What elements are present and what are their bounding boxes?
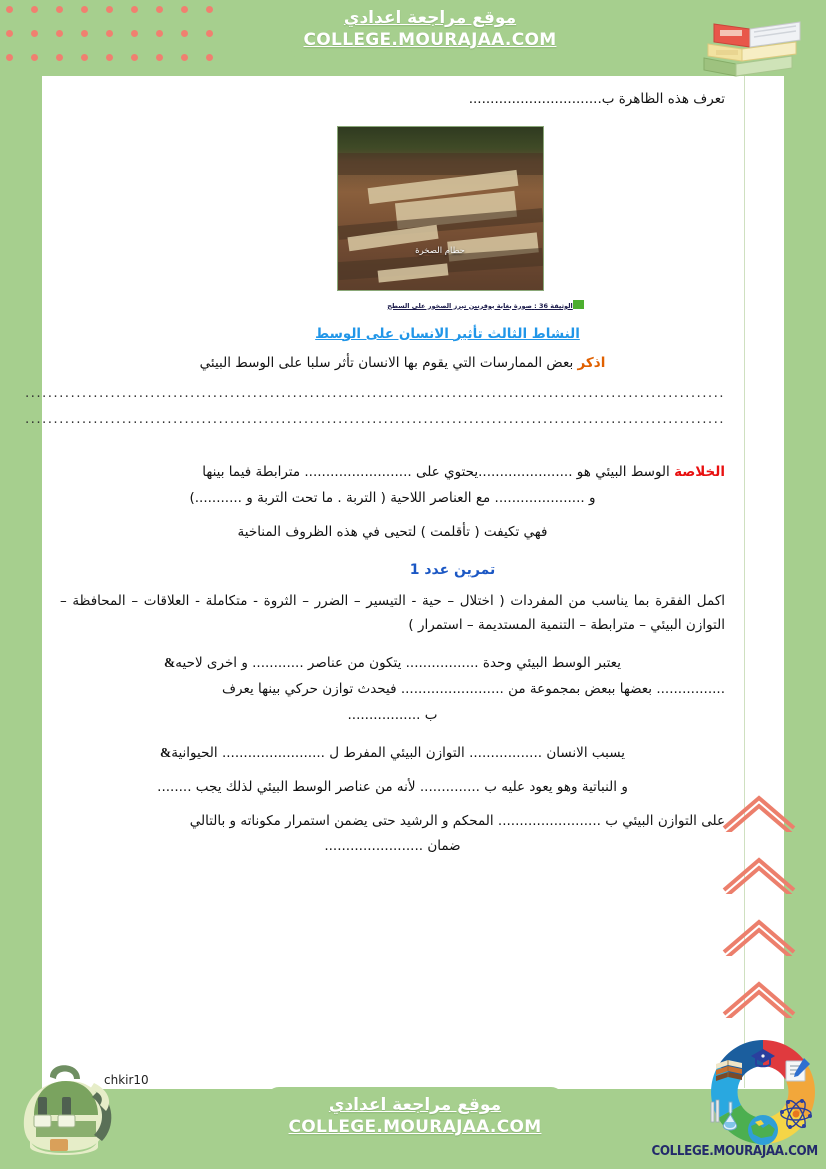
exercise-heading: تمرين عدد 1 [409,562,496,579]
intro-line: تعرف هذه الظاهرة ب............................... [468,91,725,107]
item-2-line-4[interactable]: ضمان ....................... [324,838,461,855]
question-text: بعض الممارسات التي يقوم بها الانسان تأثر سلبا على الوسط البيئي [199,354,578,371]
item-1-bullet: & [164,655,176,671]
summary-label: الخلاصة [674,464,725,481]
figure-caption [155,300,725,310]
exercise-item [60,741,725,859]
exercise-item [60,651,725,727]
decorative-dot [181,30,188,37]
decorative-dot [156,30,163,37]
answer-line-2[interactable]: ........................................................................................................................... [24,411,725,428]
item-2-bullet: & [159,745,172,761]
decorative-dot [81,54,88,61]
worksheet-content [24,76,725,861]
header-site-url: COLLEGE.MOURAJAA.COM [303,30,557,50]
decorative-dot [6,6,13,13]
decorative-dot [106,54,113,61]
caption-number: الوثيقة 36 : [534,301,573,310]
decorative-dot [106,30,113,37]
decorative-dot [131,6,138,13]
header-banner [290,0,570,60]
activity-heading: النشاط الثالث تأثير الانسان على الوسط [315,325,580,342]
rock-outcrop-photo [337,126,544,291]
caption-text: صورة بغابة بوقرنين تبرز الصخور على السطح [387,301,532,310]
decorative-dot [206,30,213,37]
summary-line-3: فهي تكيفت ( تأقلمت ) لتحيى في هذه الظروف المناخية [237,523,548,540]
decorative-dot [81,6,88,13]
left-green-band [0,0,42,1169]
decorative-dot [6,30,13,37]
decorative-dot [156,54,163,61]
item-1-text: يعتبر الوسط البيئي وحدة ................. يتكون من عناصر ............ و اخرى لاحيه [175,655,621,672]
watermark-text: chkir10 [104,1073,149,1087]
chevron-up-icon [720,916,798,956]
question-line [60,352,725,376]
decorative-dot [56,30,63,37]
header-site-name-ar: موقع مراجعة اعدادي [343,8,517,28]
decorative-dot [156,6,163,13]
decorative-dot [131,54,138,61]
footer-banner [265,1087,565,1147]
dotted-pattern-decoration [0,0,232,64]
decorative-dot [31,54,38,61]
answer-line-1[interactable]: ........................................................................................................................... [24,385,725,402]
decorative-dot [56,54,63,61]
item-1-line-1 [60,651,725,676]
chevron-up-icon [720,792,798,832]
footer-site-name-ar: موقع مراجعة اعدادي [328,1095,502,1115]
decorative-dot [206,54,213,61]
figure-photo-label: حطام الصخرة [415,245,465,256]
item-1-line-2[interactable]: ................ بعضها ببعض بمجموعة من ........................ فيحدث توازن حركي بينها يعرف [222,681,725,697]
item-2-line-1 [60,741,725,766]
item-2-text: يسبب الانسان ................. التوازن البيئي المفرط ل ........................ الحيوانية [171,745,626,762]
item-1-line-3[interactable]: ب ................. [347,706,438,723]
decorative-dot [56,6,63,13]
chevron-up-icon [720,854,798,894]
footer-site-url: COLLEGE.MOURAJAA.COM [288,1117,542,1137]
caption-color-swatch [573,300,584,309]
decorative-dot [131,30,138,37]
item-2-line-3[interactable]: على التوازن البيئي ب ........................ المحكم و الرشيد حتى يضمن استمرار مكوناته و بالتالي [189,812,725,829]
education-ring-icon [704,1033,822,1151]
item-2-line-2[interactable]: و النباتية وهو يعود عليه ب .............. لأنه من عناصر الوسط البيئي لذلك يجب ........ [157,778,628,795]
decorative-dot [206,6,213,13]
decorative-dot [31,30,38,37]
decorative-dot [81,30,88,37]
question-verb: اذكر [577,354,606,371]
summary-line-1-text: الوسط البيئي هو ......................يحتوي على ......................... مترابطة فيما بينها [202,464,675,481]
backpack-icon [6,1051,122,1163]
corner-site-url: COLLEGE.MOURAJAA.COM [651,1144,818,1159]
decorative-dot [31,6,38,13]
summary-block [60,461,725,544]
decorative-dot [106,6,113,13]
summary-line-2: و ..................... مع العناصر اللاحية ( التربة . ما تحت التربة و ...........) [189,489,596,506]
exercise-instruction: اكمل الفقرة بما يناسب من المفردات ( اختلال – حية - التيسير – الضرر – الثروة - متكاملة - العلاقات – المحافظة – التوازن البيئي – مترابطة – التنمية المستديمة – استمرار ) [60,593,725,633]
decorative-dot [181,54,188,61]
stack-of-books-icon [696,2,818,80]
summary-line-1 [60,461,725,485]
decorative-dot [6,54,13,61]
figure-block [60,126,725,310]
chevron-up-icon [720,978,798,1018]
decorative-dot [181,6,188,13]
